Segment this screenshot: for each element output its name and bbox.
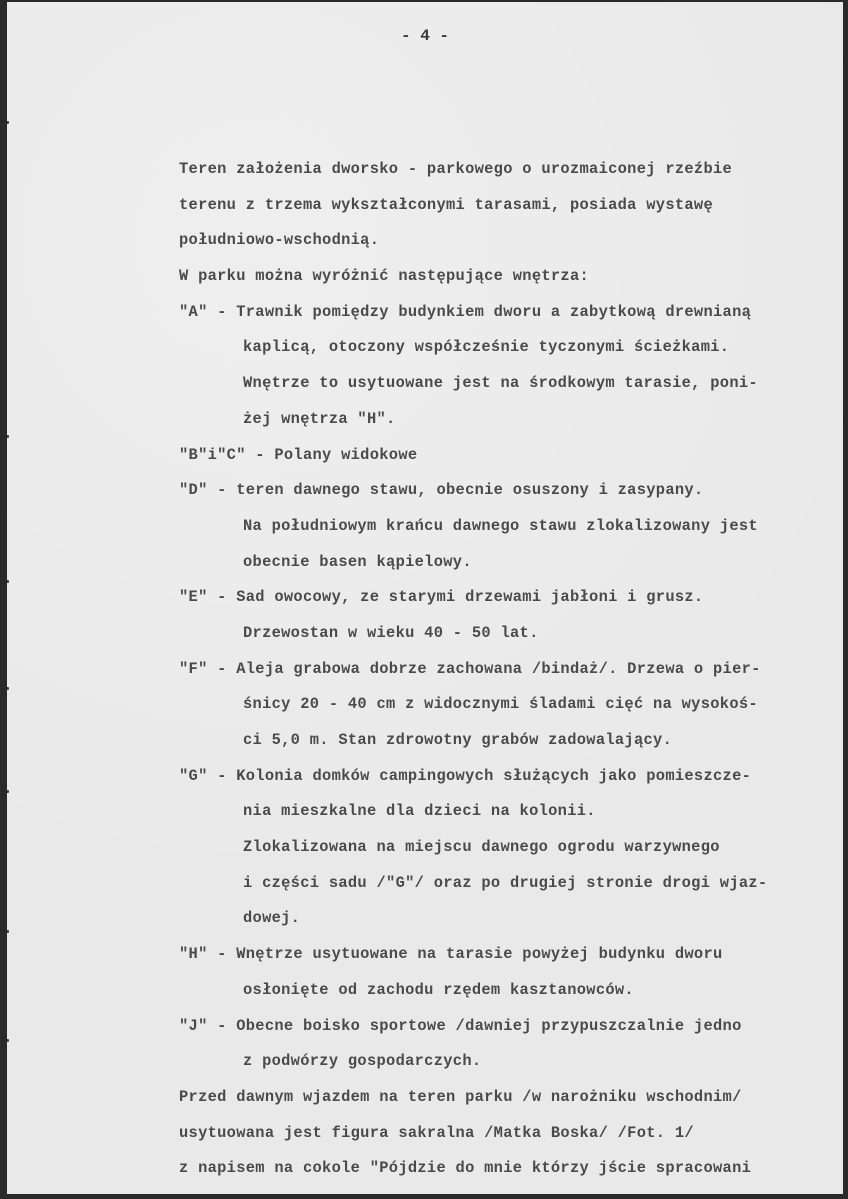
text-line: W parku można wyróżnić następujące wnętrza: bbox=[179, 267, 590, 286]
document-page bbox=[7, 2, 843, 1194]
margin-mark bbox=[7, 1039, 9, 1042]
margin-mark bbox=[7, 790, 9, 793]
text-line: usytuowana jest figura sakralna /Matka Boska/ /Fot. 1/ bbox=[179, 1123, 694, 1142]
text-line: Teren założenia dworsko - parkowego o urozmaiconej rzeźbie bbox=[179, 160, 733, 178]
text-line: "G" - Kolonia domków campingowych służących jako pomieszcze- bbox=[179, 766, 752, 785]
margin-mark bbox=[7, 687, 9, 690]
text-line: "E" - Sad owocowy, ze starymi drzewami jabłoni i grusz. bbox=[179, 588, 704, 607]
text-line: kaplicą, otoczony współcześnie tyczonymi ścieżkami. bbox=[243, 338, 730, 357]
document-body bbox=[179, 152, 819, 1187]
text-line: nia mieszkalne dla dzieci na kolonii. bbox=[243, 802, 596, 821]
margin-mark bbox=[7, 580, 9, 583]
text-line: "F" - Aleja grabowa dobrze zachowana /bindaż/. Drzewa o pier- bbox=[179, 659, 761, 678]
text-line: żej wnętrza "H". bbox=[243, 409, 396, 428]
text-line: "D" - teren dawnego stawu, obecnie osuszony i zasypany. bbox=[179, 481, 704, 500]
page-number: - 4 - bbox=[400, 27, 449, 45]
margin-mark bbox=[7, 435, 9, 438]
margin-mark bbox=[7, 930, 9, 933]
margin-mark bbox=[7, 121, 9, 124]
text-line: "J" - Obecne boisko sportowe /dawniej przypuszczalnie jedno bbox=[179, 1016, 742, 1035]
text-line: terenu z trzema wykształconymi tarasami, posiada wystawę bbox=[179, 195, 714, 214]
text-line: osłonięte od zachodu rzędem kasztanowców. bbox=[243, 980, 634, 999]
text-line: Przed dawnym wjazdem na teren parku /w narożniku wschodnim/ bbox=[179, 1087, 742, 1106]
text-line: południowo-wschodnią. bbox=[179, 231, 380, 250]
text-line: i części sadu /"G"/ oraz po drugiej stronie drogi wjaz- bbox=[243, 873, 768, 892]
text-line: z napisem na cokole "Pójdzie do mnie którzy jście spracowani bbox=[179, 1159, 752, 1178]
text-line: "B"i"C" - Polany widokowe bbox=[179, 445, 418, 464]
text-line: dowej. bbox=[243, 909, 301, 928]
text-line: ci 5,0 m. Stan zdrowotny grabów zadowalający. bbox=[243, 731, 673, 749]
text-line: "H" - Wnętrze usytuowane na tarasie powyżej budynku dworu bbox=[179, 945, 723, 964]
text-line: Zlokalizowana na miejscu dawnego ogrodu warzywnego bbox=[243, 838, 720, 857]
text-line: Na południowym krańcu dawnego stawu zlokalizowany jest bbox=[243, 516, 758, 535]
text-line: "A" - Trawnik pomiędzy budynkiem dworu a zabytkową drewnianą bbox=[179, 302, 752, 321]
text-line: Wnętrze to usytuowane jest na środkowym tarasie, poni- bbox=[243, 374, 758, 393]
text-line: śnicy 20 - 40 cm z widocznymi śladami cięć na wysokoś- bbox=[243, 695, 758, 714]
text-line: obecnie basen kąpielowy. bbox=[243, 552, 472, 571]
text-line: z podwórzy gospodarczych. bbox=[243, 1052, 482, 1071]
text-line: Drzewostan w wieku 40 - 50 lat. bbox=[243, 623, 539, 642]
